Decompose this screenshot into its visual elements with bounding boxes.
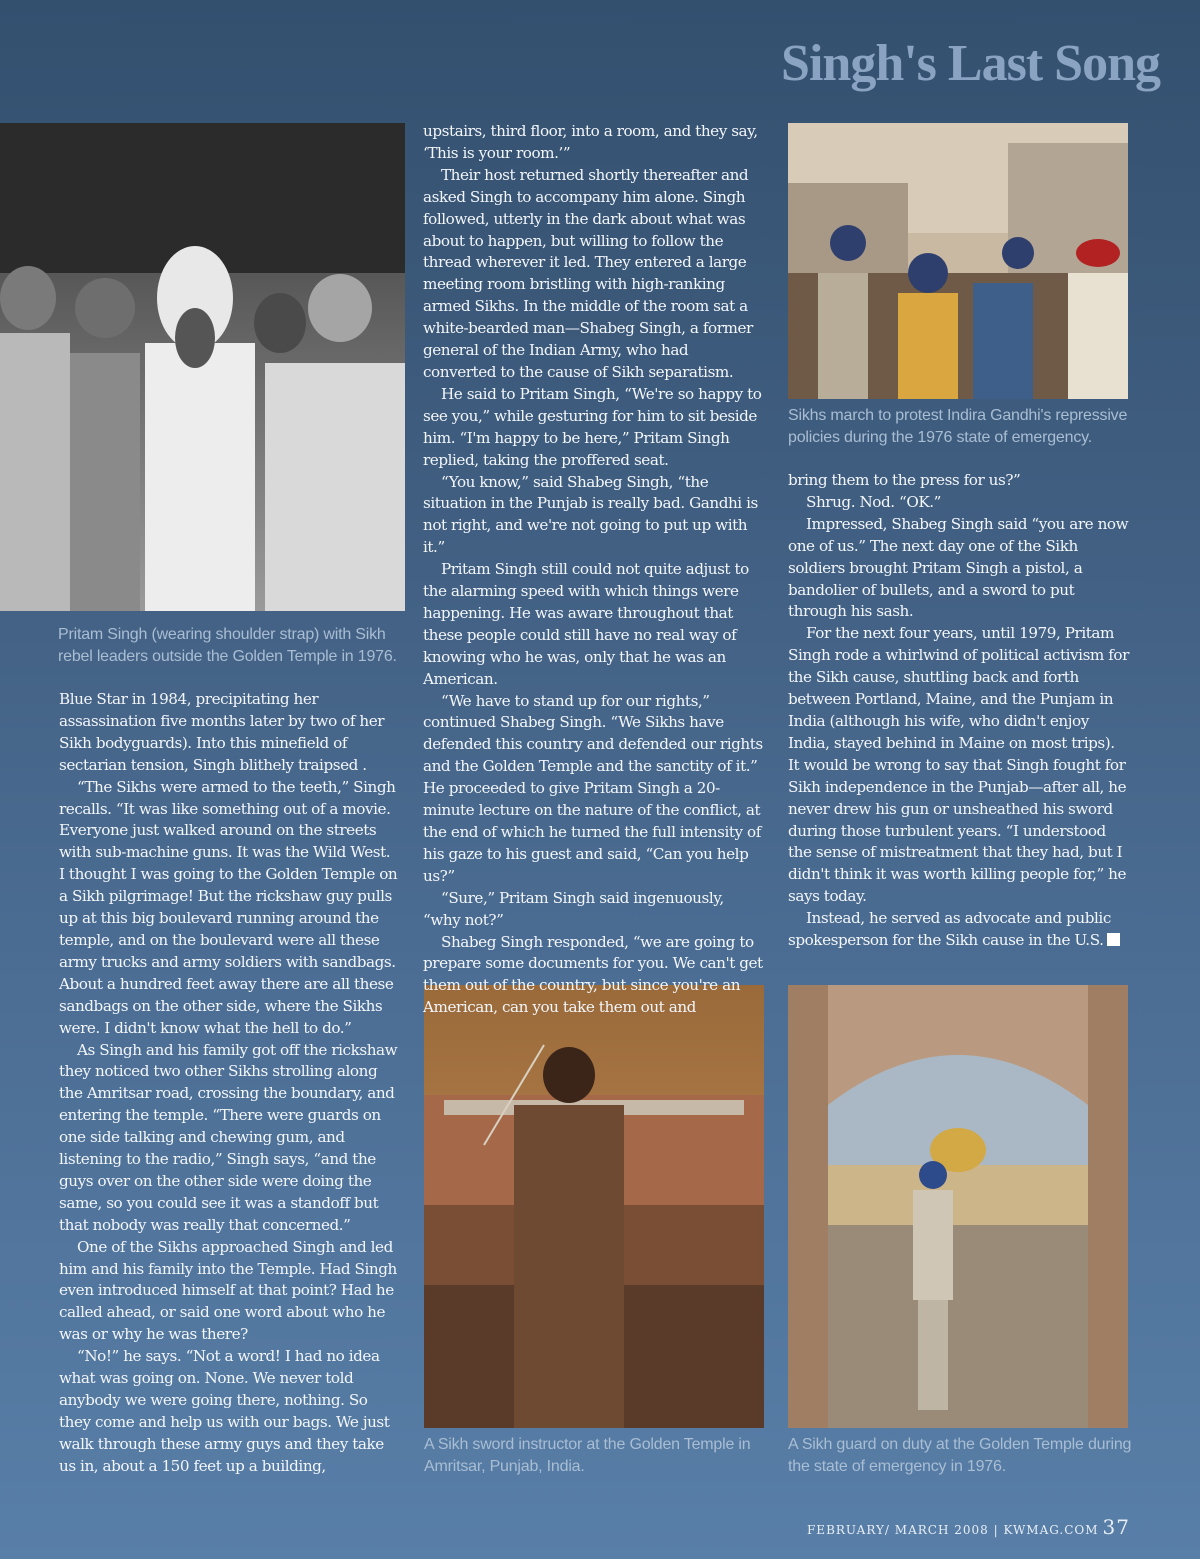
paragraph: Impressed, Shabeg Singh said “you are now one of us.” The next day one of the Sikh soldiers brought Pritam Singh a pistol, a bandolier of bullets, and a sword to put through his sash. — [788, 514, 1129, 621]
article-column-3 — [788, 470, 1130, 952]
paragraph: Their host returned shortly thereafter and asked Singh to accompany him alone. Singh followed, utterly in the dark about what was about to happen, but willing to follow the thread wherever it led. They entered a large meeting room bristling with high-ranking armed Sikhs. In the middle of the room sat a white-bearded man—Shabeg Singh, a former general of the Indian Army, who had converted to the cause of Sikh separatism. — [423, 165, 753, 381]
photo-sikh-guard — [788, 985, 1128, 1428]
paragraph-text: Instead, he served as advocate and public spokesperson for the Sikh cause in the U.S. — [788, 909, 1111, 950]
page-number: 37 — [1102, 1515, 1130, 1539]
paragraph: Blue Star in 1984, precipitating her assassination five months later by two of her Sikh bodyguards). Into this minefield of sectarian tension, Singh blithely traipsed . — [59, 690, 385, 774]
paragraph: bring them to the press for us?” — [788, 471, 1021, 489]
paragraph: “You know,” said Shabeg Singh, “the situation in the Punjab is really bad. Gandhi is not right, and we're not going to put up with it.” — [423, 472, 758, 557]
photo-sikh-march — [788, 123, 1128, 399]
issue-info: FEBRUARY/ MARCH 2008 | KWMAG.COM — [806, 1523, 1099, 1537]
end-of-story-icon — [1107, 933, 1120, 946]
paragraph: “Sure,” Pritam Singh said ingenuously, “why not?” — [423, 888, 724, 929]
paragraph: Shrug. Nod. “OK.” — [806, 492, 941, 511]
paragraph: One of the Sikhs approached Singh and led him and his family into the Temple. Had Singh even introduced himself at that point? Had he called ahead, or said one word about who he was or why he was there? — [59, 1237, 397, 1344]
article-column-2 — [423, 121, 765, 1019]
paragraph: upstairs, third floor, into a room, and they say, ‘This is your room.’” — [423, 122, 758, 162]
paragraph: “We have to stand up for our rights,” continued Shabeg Singh. “We Sikhs have defended this country and defended our rights and the Golden Temple and the sanctity of it.” He proceeded to give Pritam Singh a 20-minute lecture on the nature of the conflict, at the end of which he turned the full intensity of his gaze to his guest and said, “Can you help us?” — [423, 691, 763, 885]
photo-caption-sikh-guard: A Sikh guard on duty at the Golden Temple during the state of emergency in 1976. — [788, 1436, 1132, 1475]
paragraph: Shabeg Singh responded, “we are going to prepare some documents for you. We can't get them out of the country, but since you're an American, can you take them out and — [423, 932, 763, 1017]
section-title: Singh's Last Song — [781, 35, 1160, 92]
paragraph: “No!” he says. “Not a word! I had no idea what was going on. None. We never told anybody we were going there, nothing. So they come and help us with our bags. We just walk through these army guys and they take us in, about a 150 feet up a building, — [59, 1347, 390, 1475]
paragraph: He said to Pritam Singh, “We're so happy to see you,” while gesturing for him to sit beside him. “I'm happy to be here,” Pritam Singh replied, taking the proffered seat. — [423, 384, 762, 469]
paragraph: As Singh and his family got off the rickshaw they noticed two other Sikhs strolling along the Amritsar road, crossing the boundary, and entering the temple. “There were guards on one side talking and chewing gum, and listening to the radio,” Singh says, “and the guys over on the other side were doing the same, so you could see it was a standoff but that nobody was really that concerned.” — [59, 1040, 398, 1234]
paragraph: For the next four years, until 1979, Pritam Singh rode a whirlwind of political activism for the Sikh cause, shuttling back and forth between Portland, Maine, and the Punjam in India (although his wife, who didn't enjoy India, stayed behind in Maine on most trips). It would be wrong to say that Singh fought for Sikh independence in the Punjab—after all, he never drew his gun or unsheathed his sword during those turbulent years. “I understood the sense of mistreatment that they had, but I didn't think it was worth killing people for,” he says today. — [788, 624, 1129, 906]
photo-caption-sword-instructor: A Sikh sword instructor at the Golden Temple in Amritsar, Punjab, India. — [424, 1436, 751, 1475]
paragraph: “The Sikhs were armed to the teeth,” Singh recalls. “It was like something out of a movie. Everyone just walked around on the streets with sub-machine guns. It was the Wild West. I thought I was going to the Golden Temple on a Sikh pilgrimage! But the rickshaw guy pulls up at this big boulevard running around the temple, and on the boulevard were all these army trucks and army soldiers with sandbags. About a hundred feet away there are all these sandbags on the other side, where the Sikhs were. I didn't know what the hell to do.” — [59, 777, 398, 1037]
photo-caption-sikh-march: Sikhs march to protest Indira Gandhi's repressive policies during the 1976 state of emergency. — [788, 407, 1128, 446]
photo-rebel-leaders — [0, 123, 405, 611]
photo-sword-instructor — [424, 985, 764, 1428]
paragraph-last — [788, 908, 1130, 952]
article-column-1 — [59, 689, 399, 1478]
paragraph: Pritam Singh still could not quite adjust to the alarming speed with which things were happening. He was aware throughout that these people could still have no real way of knowing who he was, only that he was an American. — [423, 560, 749, 688]
photo-caption-rebel-leaders: Pritam Singh (wearing shoulder strap) with Sikh rebel leaders outside the Golden Temple in 1976. — [58, 626, 397, 665]
page-footer — [807, 1515, 1130, 1539]
